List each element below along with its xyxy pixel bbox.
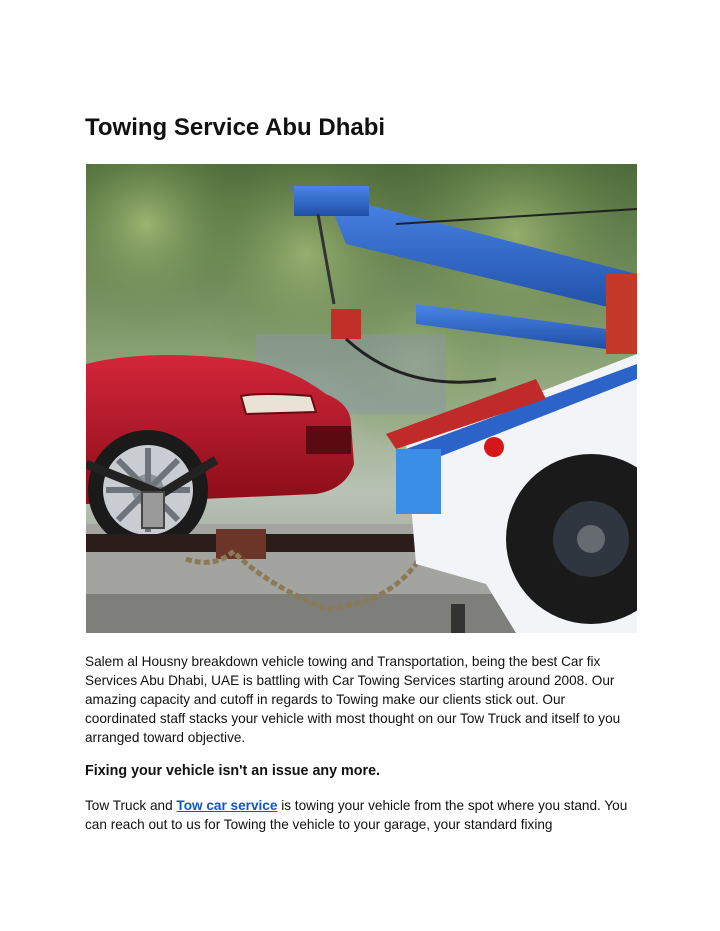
- section-heading: Fixing your vehicle isn't an issue any more.: [85, 763, 380, 779]
- tow-car-service-link[interactable]: Tow car service: [176, 798, 278, 813]
- tow-truck-illustration: [86, 164, 637, 633]
- body-text-after-link: is towing your vehicle from the spot where you stand. You can reach out to us for Towing the vehicle to your garage, your standard fixing: [85, 798, 628, 832]
- body-paragraph: [85, 796, 637, 834]
- page-title: Towing Service Abu Dhabi: [85, 114, 386, 141]
- tow-truck-photo: [86, 164, 637, 633]
- body-text-before-link: Tow Truck and: [85, 798, 177, 813]
- intro-paragraph: Salem al Housny breakdown vehicle towing and Transportation, being the best Car fix Services Abu Dhabi, UAE is battling with Car Towing Services starting around 2008. Our amazing capacity and cutoff in regards to Towing make our clients stick out. Our coordinated staff stacks your vehicle with most thought on our Tow Truck and itself to you arranged toward objective.: [85, 654, 621, 745]
